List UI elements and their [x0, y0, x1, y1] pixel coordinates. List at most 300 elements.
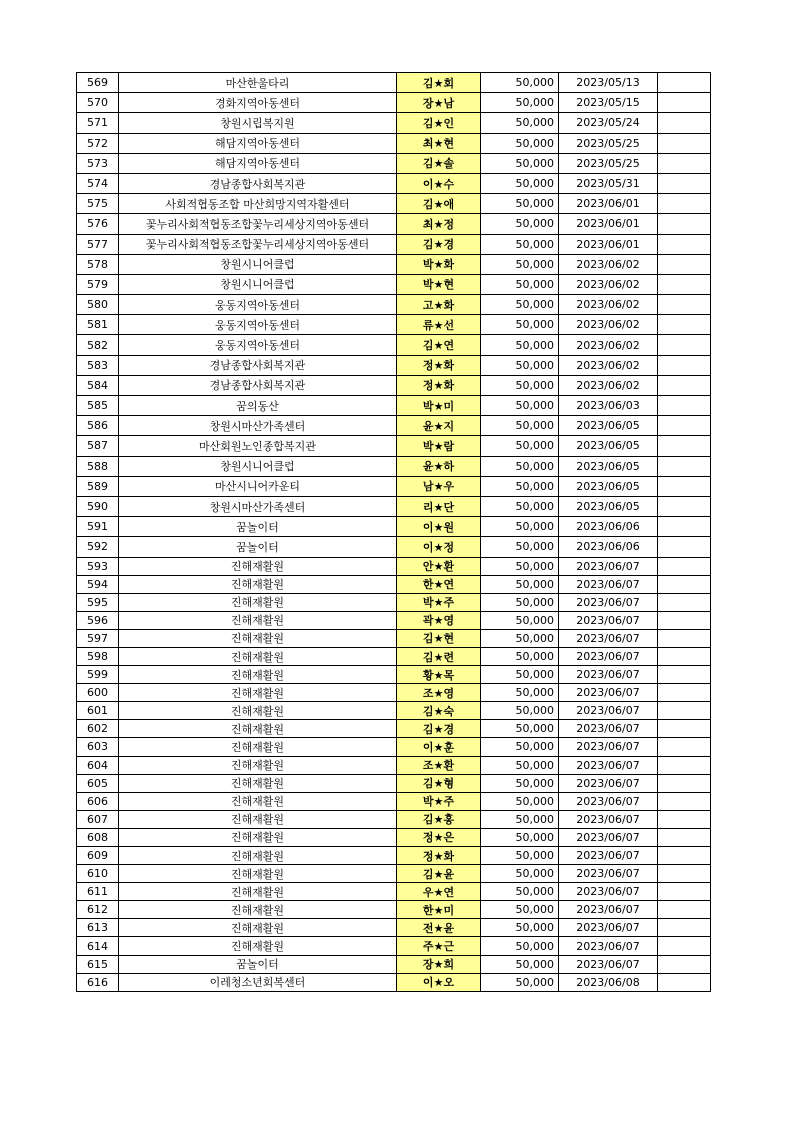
donor-surname: 한 — [422, 578, 434, 592]
amount-cell: 50,000 — [481, 919, 559, 937]
date-cell: 2023/06/02 — [559, 274, 658, 294]
donor-name-cell — [397, 375, 481, 395]
table-row — [77, 792, 711, 810]
date-cell: 2023/06/06 — [559, 537, 658, 557]
table-row — [77, 517, 711, 537]
donor-given-name: 홍 — [443, 813, 455, 827]
empty-cell — [658, 792, 711, 810]
organization-cell: 이레청소년회복센터 — [119, 973, 397, 991]
table-row — [77, 396, 711, 416]
amount-cell: 50,000 — [481, 335, 559, 355]
row-number: 575 — [77, 194, 119, 214]
star-mask-icon: ★ — [433, 650, 444, 664]
star-mask-icon: ★ — [433, 298, 444, 312]
empty-cell — [658, 684, 711, 702]
date-cell: 2023/06/07 — [559, 557, 658, 575]
donor-surname: 박 — [422, 278, 434, 292]
donor-name-cell — [397, 557, 481, 575]
amount-cell: 50,000 — [481, 234, 559, 254]
row-number: 613 — [77, 919, 119, 937]
empty-cell — [658, 476, 711, 496]
table-row — [77, 593, 711, 611]
row-number: 604 — [77, 756, 119, 774]
date-cell: 2023/06/07 — [559, 666, 658, 684]
donor-name-cell — [397, 295, 481, 315]
donor-name-cell — [397, 315, 481, 335]
empty-cell — [658, 315, 711, 335]
star-mask-icon: ★ — [433, 614, 444, 628]
empty-cell — [658, 919, 711, 937]
table-row — [77, 274, 711, 294]
table-body — [77, 73, 711, 992]
donor-name-cell — [397, 214, 481, 234]
date-cell: 2023/05/15 — [559, 93, 658, 113]
donor-surname: 김 — [422, 632, 434, 646]
empty-cell — [658, 647, 711, 665]
star-mask-icon: ★ — [433, 480, 444, 494]
row-number: 584 — [77, 375, 119, 395]
table-row — [77, 738, 711, 756]
donor-name-cell — [397, 720, 481, 738]
row-number: 573 — [77, 153, 119, 173]
donor-surname: 김 — [422, 157, 434, 171]
star-mask-icon: ★ — [433, 560, 444, 574]
date-cell: 2023/05/31 — [559, 173, 658, 193]
donor-surname: 윤 — [422, 460, 434, 474]
empty-cell — [658, 720, 711, 738]
date-cell: 2023/06/01 — [559, 234, 658, 254]
donor-name-cell — [397, 647, 481, 665]
donor-given-name: 현 — [443, 137, 455, 151]
date-cell: 2023/06/07 — [559, 865, 658, 883]
organization-cell: 진해재활원 — [119, 647, 397, 665]
date-cell: 2023/06/05 — [559, 436, 658, 456]
star-mask-icon: ★ — [433, 596, 444, 610]
donor-name-cell — [397, 234, 481, 254]
donor-given-name: 숙 — [443, 704, 455, 718]
donor-name-cell — [397, 684, 481, 702]
table-row — [77, 666, 711, 684]
donor-surname: 이 — [422, 976, 434, 990]
organization-cell: 해담지역아동센터 — [119, 133, 397, 153]
donor-given-name: 화 — [443, 258, 455, 272]
donor-surname: 남 — [422, 480, 434, 494]
row-number: 583 — [77, 355, 119, 375]
table-row — [77, 153, 711, 173]
donor-name-cell — [397, 93, 481, 113]
donor-surname: 김 — [422, 722, 434, 736]
date-cell: 2023/05/25 — [559, 153, 658, 173]
donor-given-name: 훈 — [443, 740, 455, 754]
donor-given-name: 인 — [443, 116, 455, 130]
donor-given-name: 수 — [443, 177, 455, 191]
empty-cell — [658, 355, 711, 375]
date-cell: 2023/06/07 — [559, 883, 658, 901]
empty-cell — [658, 234, 711, 254]
row-number: 572 — [77, 133, 119, 153]
star-mask-icon: ★ — [433, 339, 444, 353]
donor-given-name: 련 — [443, 650, 455, 664]
star-mask-icon: ★ — [433, 318, 444, 332]
amount-cell: 50,000 — [481, 756, 559, 774]
donor-name-cell — [397, 476, 481, 496]
amount-cell: 50,000 — [481, 684, 559, 702]
table-row — [77, 254, 711, 274]
donor-given-name: 윤 — [443, 867, 455, 881]
star-mask-icon: ★ — [433, 359, 444, 373]
empty-cell — [658, 973, 711, 991]
organization-cell: 진해재활원 — [119, 828, 397, 846]
donor-surname: 정 — [422, 359, 434, 373]
star-mask-icon: ★ — [433, 399, 444, 413]
empty-cell — [658, 937, 711, 955]
donor-surname: 최 — [422, 137, 434, 151]
donor-surname: 정 — [422, 379, 434, 393]
star-mask-icon: ★ — [433, 921, 444, 935]
donor-given-name: 화 — [443, 379, 455, 393]
table-row — [77, 575, 711, 593]
donor-surname: 이 — [422, 740, 434, 754]
amount-cell: 50,000 — [481, 153, 559, 173]
donor-given-name: 환 — [443, 560, 455, 574]
table-row — [77, 73, 711, 93]
date-cell: 2023/06/07 — [559, 720, 658, 738]
empty-cell — [658, 93, 711, 113]
organization-cell: 창원시니어클럽 — [119, 254, 397, 274]
empty-cell — [658, 73, 711, 93]
donor-surname: 박 — [422, 795, 434, 809]
donor-surname: 곽 — [422, 614, 434, 628]
donor-name-cell — [397, 335, 481, 355]
organization-cell: 진해재활원 — [119, 810, 397, 828]
amount-cell: 50,000 — [481, 901, 559, 919]
organization-cell: 사회적협동조합 마산희망지역자활센터 — [119, 194, 397, 214]
donor-given-name: 영 — [443, 614, 455, 628]
date-cell: 2023/06/07 — [559, 828, 658, 846]
row-number: 611 — [77, 883, 119, 901]
donor-name-cell — [397, 355, 481, 375]
date-cell: 2023/06/05 — [559, 476, 658, 496]
date-cell: 2023/06/07 — [559, 810, 658, 828]
table-row — [77, 847, 711, 865]
donor-given-name: 경 — [443, 722, 455, 736]
table-row — [77, 702, 711, 720]
date-cell: 2023/06/07 — [559, 647, 658, 665]
empty-cell — [658, 173, 711, 193]
donor-name-cell — [397, 901, 481, 919]
date-cell: 2023/06/07 — [559, 611, 658, 629]
row-number: 595 — [77, 593, 119, 611]
star-mask-icon: ★ — [433, 439, 444, 453]
donor-given-name: 목 — [443, 668, 455, 682]
row-number: 616 — [77, 973, 119, 991]
table-row — [77, 456, 711, 476]
empty-cell — [658, 847, 711, 865]
organization-cell: 진해재활원 — [119, 702, 397, 720]
donor-name-cell — [397, 756, 481, 774]
organization-cell: 진해재활원 — [119, 901, 397, 919]
star-mask-icon: ★ — [433, 157, 444, 171]
row-number: 581 — [77, 315, 119, 335]
donor-given-name: 환 — [443, 759, 455, 773]
star-mask-icon: ★ — [433, 137, 444, 151]
table-row — [77, 647, 711, 665]
table-row — [77, 919, 711, 937]
donation-table — [76, 72, 711, 992]
date-cell: 2023/06/02 — [559, 295, 658, 315]
row-number: 574 — [77, 173, 119, 193]
amount-cell: 50,000 — [481, 396, 559, 416]
donor-given-name: 남 — [443, 96, 455, 110]
star-mask-icon: ★ — [433, 238, 444, 252]
empty-cell — [658, 593, 711, 611]
date-cell: 2023/06/07 — [559, 629, 658, 647]
empty-cell — [658, 901, 711, 919]
table-row — [77, 436, 711, 456]
organization-cell: 경남종합사회복지관 — [119, 355, 397, 375]
date-cell: 2023/06/07 — [559, 774, 658, 792]
date-cell: 2023/06/08 — [559, 973, 658, 991]
donor-given-name: 정 — [443, 217, 455, 231]
organization-cell: 진해재활원 — [119, 575, 397, 593]
donor-surname: 우 — [422, 885, 434, 899]
star-mask-icon: ★ — [433, 197, 444, 211]
amount-cell: 50,000 — [481, 647, 559, 665]
donor-given-name: 솔 — [443, 157, 455, 171]
donor-given-name: 윤 — [443, 921, 455, 935]
table-row — [77, 355, 711, 375]
organization-cell: 진해재활원 — [119, 738, 397, 756]
organization-cell: 꿈의동산 — [119, 396, 397, 416]
amount-cell: 50,000 — [481, 436, 559, 456]
donor-name-cell — [397, 847, 481, 865]
table-row — [77, 774, 711, 792]
row-number: 606 — [77, 792, 119, 810]
amount-cell: 50,000 — [481, 955, 559, 973]
donor-given-name: 은 — [443, 831, 455, 845]
amount-cell: 50,000 — [481, 173, 559, 193]
table-row — [77, 93, 711, 113]
organization-cell: 진해재활원 — [119, 684, 397, 702]
organization-cell: 진해재활원 — [119, 666, 397, 684]
donor-given-name: 주 — [443, 795, 455, 809]
donor-name-cell — [397, 919, 481, 937]
donor-given-name: 원 — [443, 520, 455, 534]
organization-cell: 진해재활원 — [119, 919, 397, 937]
organization-cell: 해담지역아동센터 — [119, 153, 397, 173]
amount-cell: 50,000 — [481, 973, 559, 991]
organization-cell: 꿈놀이터 — [119, 517, 397, 537]
organization-cell: 진해재활원 — [119, 883, 397, 901]
empty-cell — [658, 153, 711, 173]
date-cell: 2023/06/07 — [559, 937, 658, 955]
row-number: 590 — [77, 496, 119, 516]
star-mask-icon: ★ — [433, 540, 444, 554]
row-number: 601 — [77, 702, 119, 720]
table-row — [77, 937, 711, 955]
table-row — [77, 315, 711, 335]
donor-given-name: 람 — [443, 439, 455, 453]
empty-cell — [658, 883, 711, 901]
organization-cell: 꽃누리사회적협동조합꽃누리세상지역아동센터 — [119, 214, 397, 234]
star-mask-icon: ★ — [433, 258, 444, 272]
donor-name-cell — [397, 537, 481, 557]
amount-cell: 50,000 — [481, 456, 559, 476]
donor-name-cell — [397, 702, 481, 720]
star-mask-icon: ★ — [433, 419, 444, 433]
donor-name-cell — [397, 865, 481, 883]
table-row — [77, 173, 711, 193]
date-cell: 2023/06/07 — [559, 702, 658, 720]
row-number: 610 — [77, 865, 119, 883]
donor-given-name: 정 — [443, 540, 455, 554]
donor-name-cell — [397, 456, 481, 476]
organization-cell: 창원시니어클럽 — [119, 274, 397, 294]
organization-cell: 창원시니어클럽 — [119, 456, 397, 476]
empty-cell — [658, 611, 711, 629]
donor-name-cell — [397, 133, 481, 153]
row-number: 607 — [77, 810, 119, 828]
donor-given-name: 연 — [443, 578, 455, 592]
organization-cell: 마산시니어카운티 — [119, 476, 397, 496]
donor-surname: 김 — [422, 777, 434, 791]
date-cell: 2023/06/07 — [559, 738, 658, 756]
row-number: 600 — [77, 684, 119, 702]
star-mask-icon: ★ — [433, 976, 444, 990]
date-cell: 2023/05/13 — [559, 73, 658, 93]
organization-cell: 마산회원노인종합복지관 — [119, 436, 397, 456]
date-cell: 2023/06/02 — [559, 355, 658, 375]
donor-name-cell — [397, 575, 481, 593]
donor-name-cell — [397, 416, 481, 436]
donor-surname: 최 — [422, 217, 434, 231]
donor-name-cell — [397, 629, 481, 647]
organization-cell: 진해재활원 — [119, 847, 397, 865]
table-row — [77, 629, 711, 647]
donor-given-name: 오 — [443, 976, 455, 990]
empty-cell — [658, 810, 711, 828]
amount-cell: 50,000 — [481, 557, 559, 575]
donor-surname: 김 — [422, 76, 434, 90]
donor-surname: 리 — [422, 500, 434, 514]
donor-given-name: 연 — [443, 339, 455, 353]
donor-name-cell — [397, 274, 481, 294]
donor-given-name: 애 — [443, 197, 455, 211]
table-row — [77, 865, 711, 883]
organization-cell: 진해재활원 — [119, 611, 397, 629]
donor-given-name: 화 — [443, 849, 455, 863]
star-mask-icon: ★ — [433, 903, 444, 917]
donor-name-cell — [397, 73, 481, 93]
amount-cell: 50,000 — [481, 73, 559, 93]
row-number: 578 — [77, 254, 119, 274]
donor-name-cell — [397, 973, 481, 991]
table-row — [77, 901, 711, 919]
empty-cell — [658, 774, 711, 792]
amount-cell: 50,000 — [481, 254, 559, 274]
empty-cell — [658, 575, 711, 593]
table-row — [77, 611, 711, 629]
donor-surname: 조 — [422, 686, 434, 700]
donor-name-cell — [397, 153, 481, 173]
date-cell: 2023/06/07 — [559, 756, 658, 774]
row-number: 569 — [77, 73, 119, 93]
donor-given-name: 선 — [443, 318, 455, 332]
row-number: 591 — [77, 517, 119, 537]
donor-surname: 김 — [422, 197, 434, 211]
star-mask-icon: ★ — [433, 520, 444, 534]
table-row — [77, 883, 711, 901]
table-row — [77, 537, 711, 557]
amount-cell: 50,000 — [481, 611, 559, 629]
empty-cell — [658, 113, 711, 133]
empty-cell — [658, 629, 711, 647]
date-cell: 2023/06/02 — [559, 375, 658, 395]
donor-given-name: 하 — [443, 460, 455, 474]
table-row — [77, 557, 711, 575]
amount-cell: 50,000 — [481, 214, 559, 234]
empty-cell — [658, 436, 711, 456]
table-row — [77, 955, 711, 973]
organization-cell: 웅동지역아동센터 — [119, 335, 397, 355]
empty-cell — [658, 955, 711, 973]
date-cell: 2023/06/02 — [559, 254, 658, 274]
row-number: 602 — [77, 720, 119, 738]
table-row — [77, 416, 711, 436]
organization-cell: 창원시립복지원 — [119, 113, 397, 133]
empty-cell — [658, 666, 711, 684]
empty-cell — [658, 194, 711, 214]
table-row — [77, 113, 711, 133]
date-cell: 2023/06/03 — [559, 396, 658, 416]
empty-cell — [658, 133, 711, 153]
date-cell: 2023/05/24 — [559, 113, 658, 133]
date-cell: 2023/06/07 — [559, 847, 658, 865]
row-number: 577 — [77, 234, 119, 254]
row-number: 585 — [77, 396, 119, 416]
organization-cell: 경남종합사회복지관 — [119, 173, 397, 193]
organization-cell: 진해재활원 — [119, 774, 397, 792]
donor-surname: 한 — [422, 903, 434, 917]
donor-given-name: 우 — [443, 480, 455, 494]
date-cell: 2023/06/07 — [559, 684, 658, 702]
donor-name-cell — [397, 194, 481, 214]
amount-cell: 50,000 — [481, 937, 559, 955]
donor-given-name: 미 — [443, 903, 455, 917]
row-number: 596 — [77, 611, 119, 629]
donor-name-cell — [397, 611, 481, 629]
row-number: 586 — [77, 416, 119, 436]
donor-given-name: 연 — [443, 885, 455, 899]
organization-cell: 진해재활원 — [119, 865, 397, 883]
star-mask-icon: ★ — [433, 704, 444, 718]
donor-name-cell — [397, 828, 481, 846]
donor-name-cell — [397, 593, 481, 611]
amount-cell: 50,000 — [481, 194, 559, 214]
donor-surname: 이 — [422, 520, 434, 534]
donor-surname: 이 — [422, 540, 434, 554]
donor-given-name: 지 — [443, 419, 455, 433]
organization-cell: 경화지역아동센터 — [119, 93, 397, 113]
date-cell: 2023/06/07 — [559, 955, 658, 973]
amount-cell: 50,000 — [481, 274, 559, 294]
star-mask-icon: ★ — [433, 500, 444, 514]
date-cell: 2023/06/07 — [559, 919, 658, 937]
donor-name-cell — [397, 738, 481, 756]
donor-surname: 김 — [422, 867, 434, 881]
amount-cell: 50,000 — [481, 113, 559, 133]
organization-cell: 마산한울타리 — [119, 73, 397, 93]
